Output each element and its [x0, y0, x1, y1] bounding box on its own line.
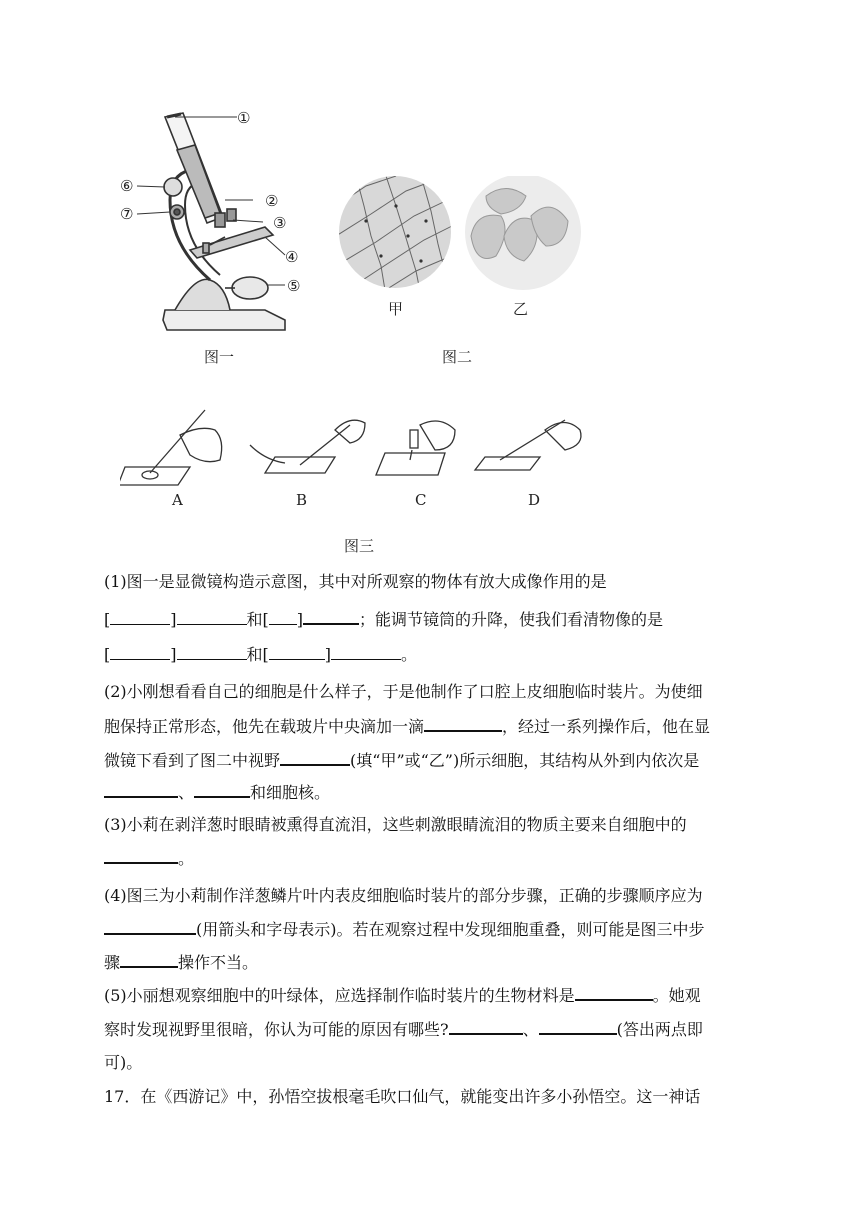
q5-line1: (5)小丽想观察细胞中的叶绿体，应选择制作临时装片的生物材料是 。她观 [104, 986, 701, 1005]
q4-line3: 骤 操作不当。 [104, 953, 259, 972]
blank[interactable] [269, 610, 297, 625]
blank[interactable] [177, 610, 247, 625]
q1-line1: (1)图一是显微镜构造示意图，其中对所观察的物体有放大成像作用的是 [104, 572, 607, 591]
fig3-caption: 图三 [344, 537, 375, 555]
blank[interactable] [539, 1019, 617, 1035]
q3-line1: (3)小莉在剥洋葱时眼睛被熏得直流泪，这些刺激眼睛流泪的物质主要来自细胞中的 [104, 815, 687, 834]
q5-line3: 可)。 [104, 1053, 143, 1072]
q1-line3: [ ] 和[ ] 。 [104, 645, 418, 664]
label-yi: 乙 [513, 300, 529, 318]
microscope-figure [115, 105, 315, 345]
label-1: ① [237, 109, 251, 127]
label-3: ③ [273, 214, 287, 232]
label-5: ⑤ [287, 277, 301, 295]
step-b-label: B [296, 491, 308, 509]
q2-line4: 、 和细胞核。 [104, 780, 330, 803]
blank[interactable] [177, 645, 247, 660]
label-6: ⑥ [120, 177, 134, 195]
blank[interactable] [194, 782, 250, 798]
cell-fields-figure [336, 176, 586, 324]
q2-line2: 胞保持正常形态，他先在载玻片中央滴加一滴 ，经过一系列操作后，他在显 [104, 717, 711, 736]
q5-line2: 察时发现视野里很暗，你认为可能的原因有哪些? 、 (答出两点即 [104, 1020, 703, 1039]
fig1-caption: 图一 [204, 348, 235, 366]
blank[interactable] [303, 609, 359, 625]
step-c-label: C [415, 491, 427, 509]
label-4: ④ [285, 248, 299, 266]
q2-line1: (2)小刚想看看自己的细胞是什么样子，于是他制作了口腔上皮细胞临时装片。为使细 [104, 682, 703, 701]
q2-line3: 微镜下看到了图二中视野 (填“甲”或“乙”)所示细胞，其结构从外到内依次是 [104, 751, 700, 770]
blank[interactable] [424, 716, 502, 732]
steps-figure [120, 405, 600, 510]
q3-line2: 。 [104, 846, 194, 869]
q17-line1: 17．在《西游记》中，孙悟空拔根毫毛吹口仙气，就能变出许多小孙悟空。这一神话 [104, 1087, 701, 1106]
blank[interactable] [110, 610, 170, 625]
blank[interactable] [104, 919, 196, 935]
blank[interactable] [104, 782, 178, 798]
q4-line1: (4)图三为小莉制作洋葱鳞片叶内表皮细胞临时装片的部分步骤，正确的步骤顺序应为 [104, 886, 703, 905]
q1-line2: [ ] 和[ ] ；能调节镜筒的升降，使我们看清物像的是 [104, 610, 664, 629]
blank[interactable] [269, 645, 325, 660]
label-jia: 甲 [388, 300, 404, 318]
blank[interactable] [449, 1019, 523, 1035]
blank[interactable] [280, 750, 350, 766]
step-a-label: A [172, 491, 183, 509]
blank[interactable] [331, 645, 401, 660]
blank[interactable] [104, 848, 178, 864]
blank[interactable] [110, 645, 170, 660]
blank[interactable] [575, 985, 653, 1001]
label-2: ② [265, 192, 279, 210]
fig2-caption: 图二 [442, 348, 473, 366]
blank[interactable] [120, 952, 178, 968]
step-d-label: D [528, 491, 541, 509]
label-7: ⑦ [120, 205, 134, 223]
q4-line2: (用箭头和字母表示)。若在观察过程中发现细胞重叠，则可能是图三中步 [104, 917, 705, 940]
